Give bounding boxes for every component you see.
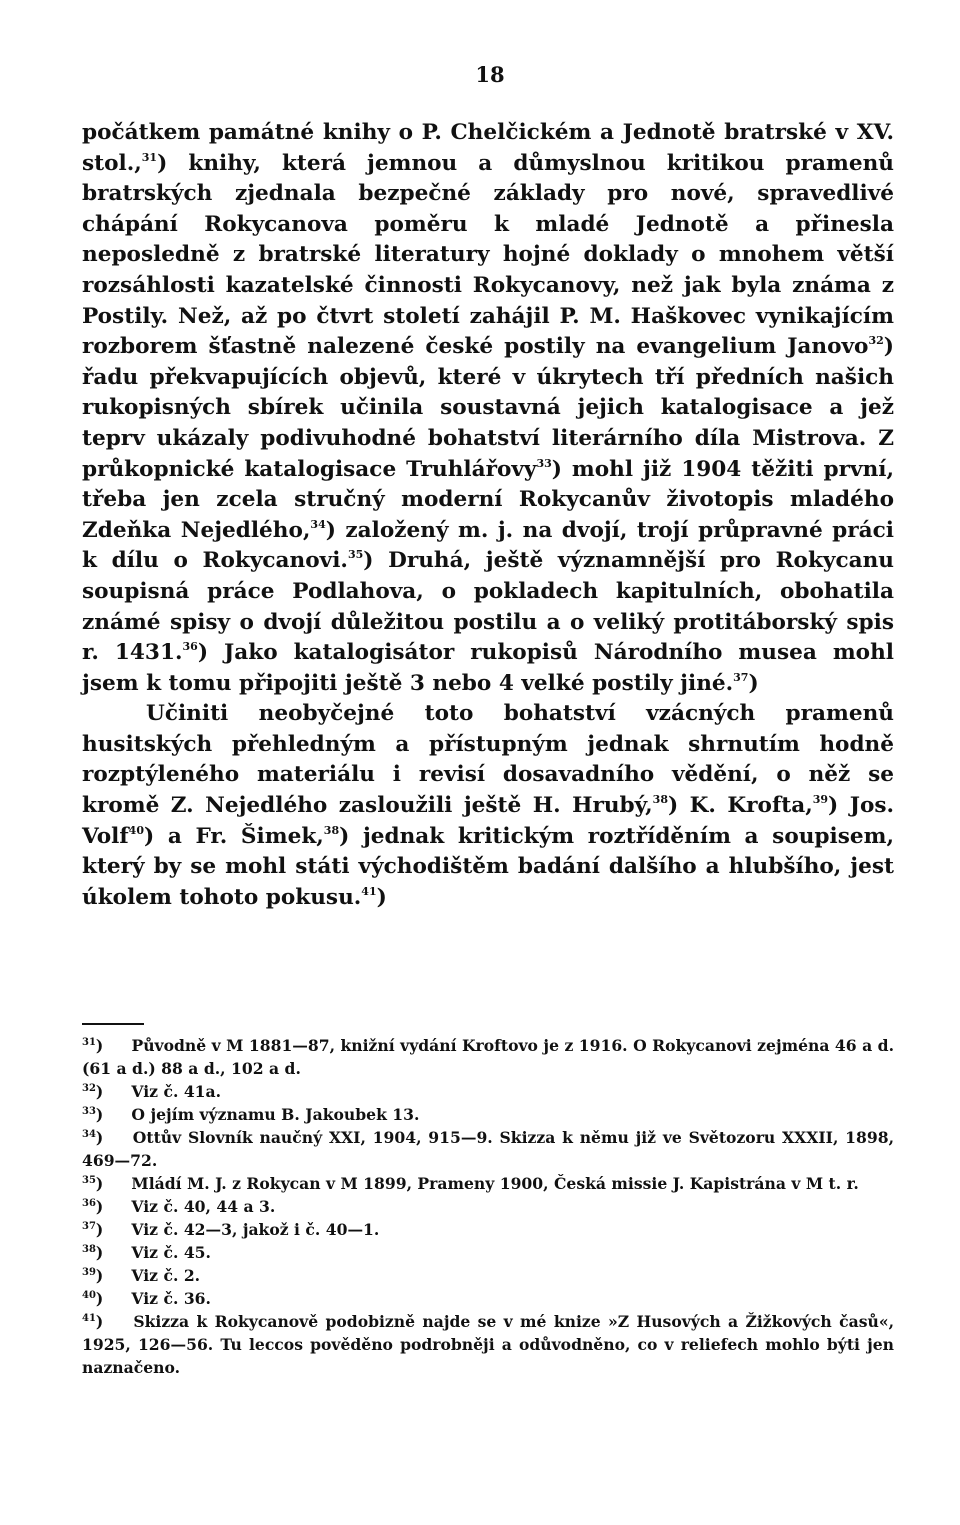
footnote-number-value: 35	[82, 1175, 96, 1186]
footnote	[82, 1103, 894, 1126]
footnote-text: O jejím významu B. Jakoubek 13.	[126, 1105, 420, 1124]
footnote-number: $^{40}$)	[82, 1289, 104, 1308]
text-run: ) Jako katalogisátor rukopisů Národního musea mohl jsem k tomu připojiti ještě 3 nebo 4 velké postily jiné.	[82, 640, 894, 696]
text-run: Učiniti neobyčejné toto bohatství vzácných pramenů husitských přehledným a přístupným jednak shrnutím hodně rozptýleného materiálu i revisí dosavadního vědění, o něž se kromě Z. Nejedlého zasloužili ještě H. Hrubý,	[82, 701, 894, 819]
footnote-text: Původně v M 1881—87, knižní vydání Kroftovo je z 1916. O Rokycanovi zejména 46 a d. (61 a d.) 88 a d., 102 a d.	[82, 1036, 894, 1078]
footnote-ref: 38	[323, 823, 340, 837]
footnote	[82, 1264, 894, 1287]
footnote-number-value: 34	[82, 1129, 96, 1140]
footnote-number: $^{35}$)	[82, 1174, 104, 1193]
text-run: ) jednak kritickým roztříděním a soupisem, který by se mohl státi východištěm badání dalšího a hlubšího, jest úkolem tohoto pokusu.	[82, 823, 894, 910]
footnote-number-value: 38	[82, 1244, 96, 1255]
footnote	[82, 1241, 894, 1264]
text-run: ) mohl již 1904 těžiti první, třeba jen zcela stručný moderní Rokycanův životopis mladého Zdeňka Nejedlého,	[82, 456, 894, 543]
footnote	[82, 1172, 894, 1195]
footnote	[82, 1195, 894, 1218]
footnote-number: $^{33}$)	[82, 1105, 104, 1124]
footnote-text: Viz č. 2.	[126, 1266, 201, 1285]
text-run: ) a Fr. Šimek,	[143, 823, 324, 849]
paragraph	[82, 118, 894, 699]
footnote-number-value: 32	[82, 1083, 96, 1094]
footnote	[82, 1126, 894, 1172]
footnote-text: Viz č. 40, 44 a 3.	[126, 1197, 276, 1216]
footnote-ref: 40	[128, 823, 144, 837]
text-run: )	[376, 884, 387, 910]
body-text	[82, 118, 894, 913]
footnote-ref: 41	[361, 884, 377, 898]
footnote-text: Viz č. 36.	[126, 1289, 211, 1308]
footnote-ref: 32	[868, 334, 884, 348]
footnotes	[82, 1034, 894, 1379]
footnote-number: $^{41}$)	[82, 1312, 104, 1331]
text-run: ) založený m. j. na dvojí, trojí průpravné práci k dílu o Rokycanovi.	[82, 517, 894, 574]
footnote-ref: 33	[536, 456, 552, 470]
footnote-ref: 31	[141, 150, 158, 164]
text-run: ) Jos. Volf	[82, 793, 895, 849]
footnote-text: Viz č. 45.	[126, 1243, 211, 1262]
footnote-text: Viz č. 42—3, jakož i č. 40—1.	[126, 1220, 380, 1239]
footnote-number: $^{37}$)	[82, 1220, 104, 1239]
footnote	[82, 1287, 894, 1310]
footnote-text: Viz č. 41a.	[126, 1082, 222, 1101]
footnote-ref: 36	[182, 640, 198, 654]
footnote-ref: 37	[733, 670, 749, 684]
footnote-number: $^{38}$)	[82, 1243, 104, 1262]
footnote-ref: 38	[652, 793, 668, 807]
footnote-ref: 39	[812, 793, 829, 807]
text-run: ) Druhá, ještě významnější pro Rokycanu soupisná práce Podlahova, o pokladech kapitulních, obohatila známé spisy o dvojí důležitou postilu a o veliký protitáborský spis r. 1431.	[82, 548, 894, 666]
footnote	[82, 1310, 894, 1379]
footnote-number: $^{39}$)	[82, 1266, 104, 1285]
text-run: ) K. Krofta,	[667, 793, 813, 819]
footnote-number-value: 39	[82, 1267, 96, 1278]
footnote-number: $^{32}$)	[82, 1082, 104, 1101]
text-run: )	[748, 670, 759, 696]
footnote-number: $^{31}$)	[82, 1036, 104, 1055]
footnote-number-value: 40	[82, 1290, 96, 1301]
footnote-number-value: 33	[82, 1106, 96, 1117]
footnote	[82, 1034, 894, 1080]
footnote	[82, 1218, 894, 1241]
text-run: ) knihy, která jemnou a důmyslnou kritikou pramenů bratrských zjednala bezpečné základy pro nové, spravedlivé chápání Rokycanova poměru k mladé Jednotě a přinesla neposledně z bratrské literatury hojné doklady o mnohem větší rozsáhlosti kazatelské činnosti Rokycanovy, než jak byla známa z Postily. Než, až po čtvrt století zahájil P. M. Haškovec vynikajícím rozborem šťastně nalezené české postily na evangelium Janovo	[82, 150, 894, 360]
footnote-text: Mládí M. J. z Rokycan v M 1899, Prameny 1900, Česká missie J. Kapistrána v M t. r.	[126, 1174, 859, 1193]
footnote-ref: 35	[347, 548, 364, 562]
footnote-number-value: 31	[82, 1037, 96, 1048]
text-run: ) řadu překvapujících objevů, které v úkrytech tří předních našich rukopisných sbírek učinila soustavná jejich katalogisace a jež teprv ukázaly podivuhodné bohatství literárního díla Mistrova. Z průkopnické katalogisace Truhlářovy	[82, 334, 894, 482]
footnote-number-value: 36	[82, 1198, 96, 1209]
footnote-number-value: 37	[82, 1221, 96, 1232]
footnote	[82, 1080, 894, 1103]
footnote-text: Ottův Slovník naučný XXI, 1904, 915—9. Skizza k němu již ve Světozoru XXXII, 1898, 469—72.	[82, 1128, 894, 1170]
footnote-number: $^{36}$)	[82, 1197, 104, 1216]
page-number: 18	[475, 62, 505, 87]
footnote-number-value: 41	[82, 1313, 96, 1324]
footnote-separator	[82, 1023, 144, 1025]
footnote-text: Skizza k Rokycanově podobizně najde se v mé knize »Z Husových a Žižkových časů«, 1925, 126—56. Tu leccos pověděno podrobněji a odůvodněno, co v reliefech mohlo býti jen naznačeno.	[82, 1312, 894, 1377]
text-run: počátkem památné knihy o P. Chelčickém a Jednotě bratrské v XV. stol.,	[82, 120, 894, 176]
paragraph	[82, 699, 894, 913]
footnote-ref: 34	[310, 517, 326, 531]
footnote-number: $^{34}$)	[82, 1128, 104, 1147]
